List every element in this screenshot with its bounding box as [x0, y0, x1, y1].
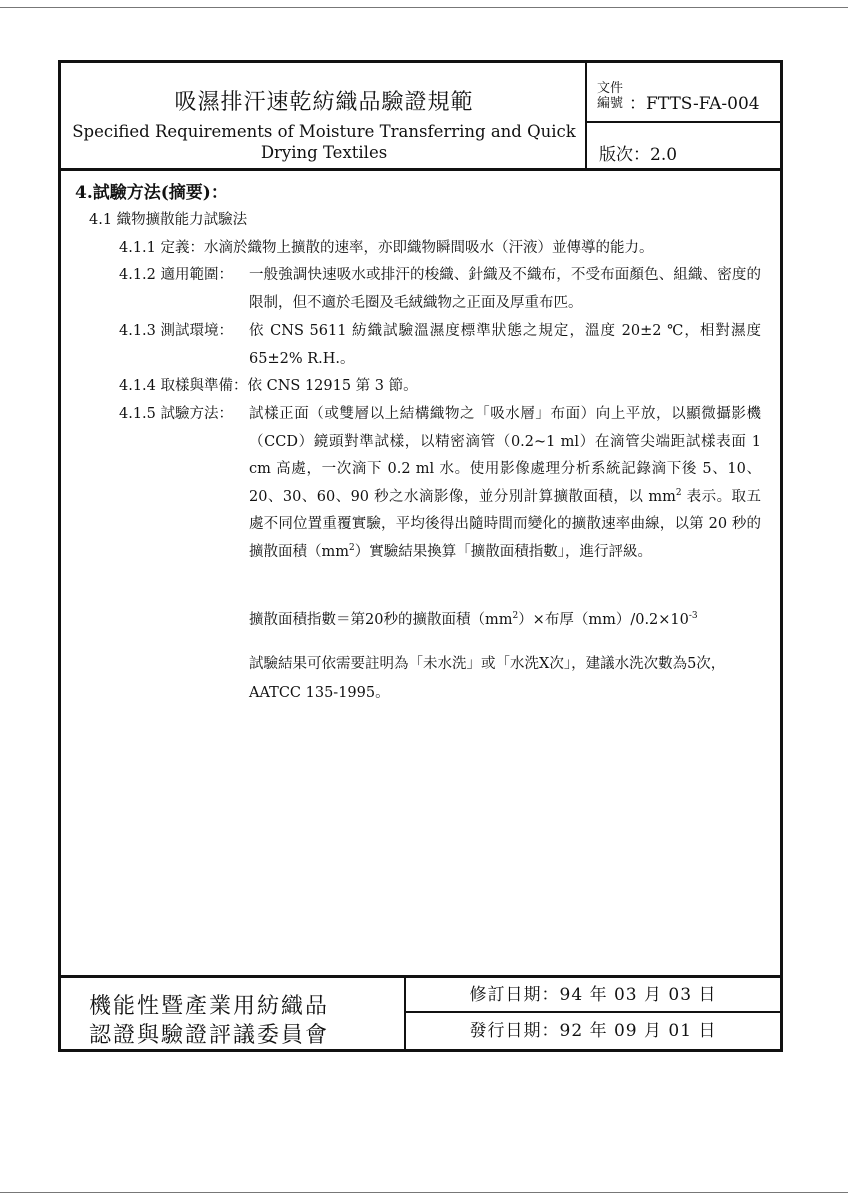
issued-date: 發行日期：92 年 09 月 01 日 [469, 1021, 717, 1041]
document-page [58, 60, 783, 1052]
title-english: Specified Requirements of Moisture Transferring and Quick Drying Textiles [72, 122, 576, 162]
item-text: 依 CNS 12915 第 3 節。 [247, 378, 418, 394]
document-header [61, 63, 780, 171]
item-method-label [119, 401, 233, 428]
item-sampling [119, 373, 418, 400]
organization-name [89, 992, 329, 1050]
item-label: 4.1.2 適用範圍： [119, 267, 234, 283]
wash-note: 試驗結果可依需要註明為「未水洗」或「水洗X次」，建議水洗次數為5次，AATCC 135-1995。 [249, 656, 726, 701]
version-number: 版次：2.0 [599, 145, 678, 165]
item-label: 4.1.4 取樣與準備： [119, 378, 248, 394]
date-box [404, 978, 780, 1049]
organization-line-1: 機能性暨產業用紡織品 [89, 994, 330, 1019]
item-environment-label [119, 318, 233, 345]
item-method-text: 試樣正面（或雙層以上結構織物之「吸水層」布面）向上平放，以顯微攝影機（CCD）鏡頭對準試樣，以精密滴管（0.2~1 ml）在滴管尖端距試樣表面 1 cm 高處，一次滴下 0.2 ml 水。使用影像處理分析系統記錄滴下後 5、10、20、30、60、90 秒之水滴影像，並分別計算擴散面積，以 $mm^2$ 表示。取五處不同位置重覆實驗，平均後得出隨時間而變化的擴散速率曲線，以第 20 秒的擴散面積$(mm^2)$實驗結果換算「擴散面積指數」，進行評級。 [249, 406, 761, 560]
title-chinese: 吸濕排汗速乾紡織品驗證規範 [174, 90, 474, 115]
title-cell [61, 63, 587, 168]
doc-number-value: ：FTTS-FA-004 [629, 94, 760, 114]
scan-edge-bottom [0, 1192, 848, 1193]
item-definition [119, 235, 654, 262]
section-title: 4.試驗方法(摘要)： [75, 183, 228, 203]
doc-info-cell [587, 63, 780, 168]
item-scope-text: 一般強調快速吸水或排汗的梭織、針織及不織布，不受布面顏色、組織、密度的限制，但不適於毛圈及毛絨織物之正面及厚重布匹。 [249, 267, 761, 311]
revised-date: 修訂日期：94 年 03 月 03 日 [406, 978, 780, 1013]
item-label: 4.1.5 試驗方法： [119, 406, 234, 422]
doc-number-label: 文件編號 [597, 81, 624, 111]
item-label: 4.1.3 測試環境： [119, 323, 234, 339]
item-text: 水滴於織物上擴散的速率，亦即織物瞬間吸水（汗液）並傳導的能力。 [204, 240, 654, 256]
scan-edge-top [0, 7, 848, 8]
item-scope-label [119, 262, 233, 289]
subsection-title: 4.1 織物擴散能力試驗法 [89, 212, 248, 228]
organization-line-2: 認證與驗證評議委員會 [89, 1023, 330, 1048]
document-footer [61, 975, 780, 1049]
doc-number-row [587, 63, 780, 123]
item-environment-text: 依 CNS 5611 紡織試驗溫濕度標準狀態之規定，溫度 20±2 ℃，相對濕度 65±2% R.H.。 [249, 323, 761, 367]
item-label: 4.1.1 定義： [119, 240, 205, 256]
formula: 擴散面積指數＝第20秒的擴散面積$(mm^2)\times$布厚$(mm)/0.2\times 10^{-3}$ [249, 611, 698, 628]
